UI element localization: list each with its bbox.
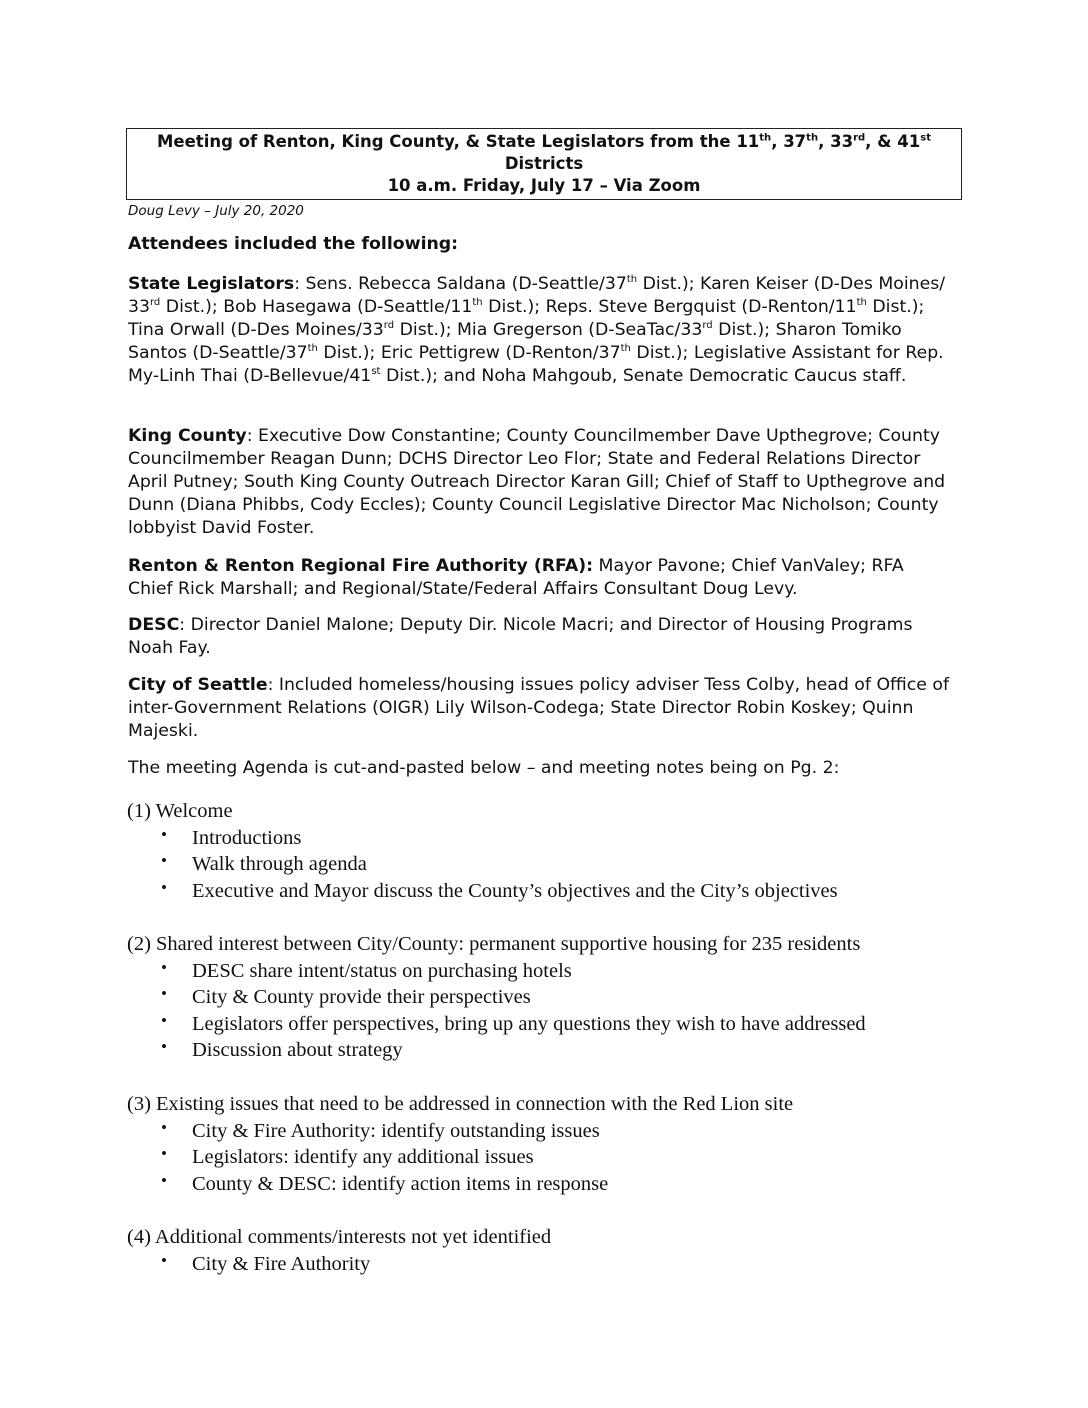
bullet-icon: • (161, 877, 167, 897)
agenda-section-3 (127, 1091, 957, 1197)
list-item: • DESC share intent/status on purchasing hotels (127, 958, 957, 985)
bullet-icon: • (161, 851, 167, 870)
bullet-icon: • (161, 1037, 167, 1056)
list-item: • City & Fire Authority (127, 1251, 957, 1278)
state-legislators-paragraph: State Legislators: Sens. Rebecca Saldana (D-Seattle/37th Dist.); Karen Keiser (D-Des Moines/ 33rd Dist.); Bob Hasegawa (D-Seattle/11th Dist.); Reps. Steve Bergquist (D-Renton/11th Dist.); Tina Orwall (D-Des Moines/33rd Dist.); Mia Gregerson (D-SeaTac/33rd Dist.); Sharon Tomiko Santos (D-Seattle/37th Dist.); Eric Pettigrew (D-Renton/37th Dist.); Legislative Assistant for Rep. My-Linh Thai (D-Bellevue/41st Dist.); and Noha Mahgoub, Senate Democratic Caucus staff. (128, 274, 946, 386)
meeting-title-line2: Districts (504, 154, 584, 173)
list-item: • Walk through agenda (127, 851, 957, 878)
agenda-section-title: (1) Welcome (127, 800, 233, 822)
agenda-intro: The meeting Agenda is cut-and-pasted below – and meeting notes being on Pg. 2: (128, 758, 840, 778)
attendees-heading: Attendees included the following: (128, 234, 459, 254)
list-item: • City & Fire Authority: identify outstanding issues (127, 1118, 957, 1145)
agenda-section-2 (127, 931, 957, 1064)
seattle-paragraph: City of Seattle: Included homeless/housing issues policy adviser Tess Colby, head of Office of inter-Government Relations (OIGR) Lily Wilson-Codega; State Director Robin Koskey; Quinn Majeski. (128, 675, 950, 741)
bullet-icon: • (161, 1144, 167, 1163)
bullet-icon: • (161, 824, 167, 844)
list-item: • Executive and Mayor discuss the County’s objectives and the City’s objectives (127, 878, 957, 905)
byline: Doug Levy – July 20, 2020 (128, 203, 304, 219)
agenda-section-title: (3) Existing issues that need to be addressed in connection with the Red Lion site (127, 1093, 794, 1115)
meeting-header-box (126, 128, 962, 200)
renton-paragraph: Renton & Renton Regional Fire Authority (RFA): Mayor Pavone; Chief VanValey; RFA Chief Rick Marshall; and Regional/State/Federal Affairs Consultant Doug Levy. (128, 556, 904, 599)
king-county-paragraph: King County: Executive Dow Constantine; County Councilmember Dave Upthegrove; County Councilmember Reagan Dunn; DCHS Director Leo Flor; State and Federal Relations Director April Putney; South King County Outreach Director Karan Gill; Chief of Staff to Upthegrove and Dunn (Diana Phibbs, Cody Eccles); County Council Legislative Director Mac Nicholson; County lobbyist David Foster. (128, 426, 946, 538)
desc-paragraph: DESC: Director Daniel Malone; Deputy Dir. Nicole Macri; and Director of Housing Programs Noah Fay. (128, 615, 913, 658)
meeting-title-line1: Meeting of Renton, King County, & State Legislators from the 11th, 37th, 33rd, & 41st (157, 132, 931, 151)
agenda-section-1 (127, 798, 957, 904)
bullet-icon: • (161, 1010, 167, 1030)
bullet-icon: • (161, 1250, 167, 1270)
bullet-icon: • (161, 1117, 167, 1137)
agenda-section-title: (2) Shared interest between City/County: permanent supportive housing for 235 residents (127, 933, 861, 955)
bullet-icon: • (161, 957, 167, 977)
bullet-icon: • (161, 984, 167, 1003)
bullet-icon: • (161, 1170, 167, 1190)
list-item: • Legislators: identify any additional issues (127, 1144, 957, 1171)
list-item: • City & County provide their perspectives (127, 984, 957, 1011)
list-item: • County & DESC: identify action items in response (127, 1171, 957, 1198)
list-item: • Discussion about strategy (127, 1037, 957, 1064)
list-item: • Introductions (127, 825, 957, 852)
meeting-time: 10 a.m. Friday, July 17 – Via Zoom (387, 176, 701, 195)
agenda-section-title: (4) Additional comments/interests not yet identified (127, 1226, 552, 1248)
agenda-section-4 (127, 1224, 957, 1277)
list-item: • Legislators offer perspectives, bring up any questions they wish to have addressed (127, 1011, 957, 1038)
